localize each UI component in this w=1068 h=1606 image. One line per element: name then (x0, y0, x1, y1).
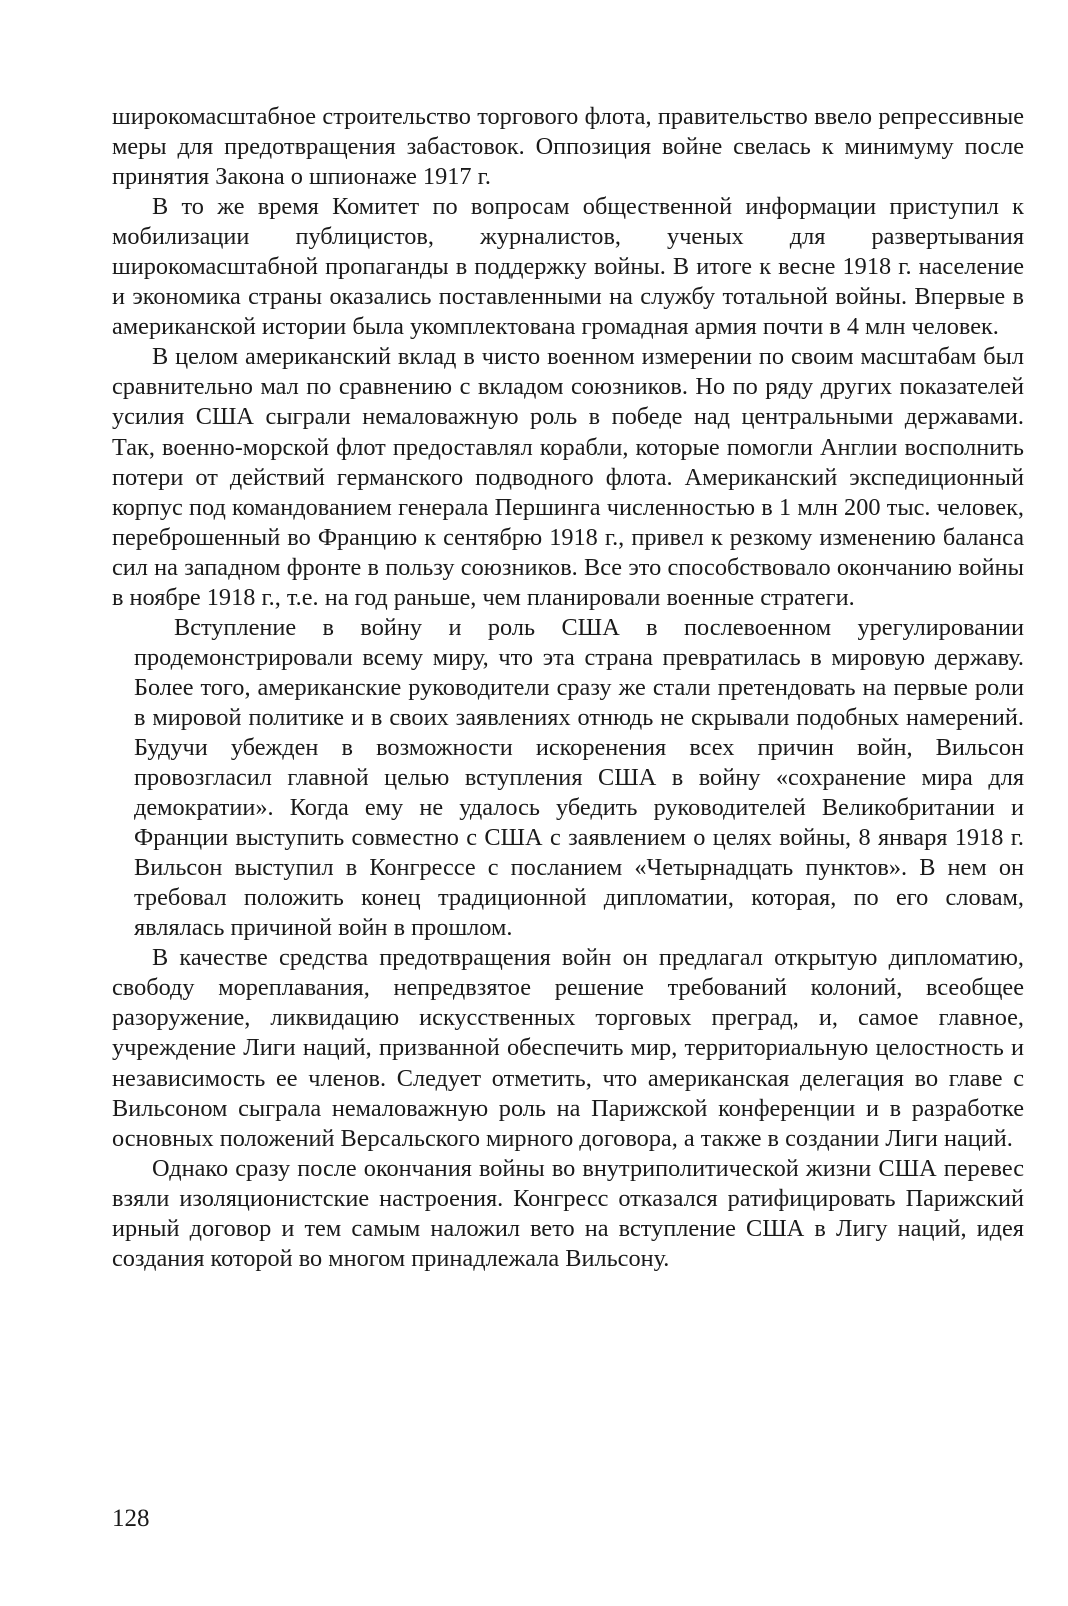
paragraph-isolationism: Однако сразу после окончания войны во внутриполитической жизни США перевес взяли изоляционистские настроения. Конгресс отказался ратифицировать Парижский ирный договор и тем самым наложил вето на вступление США в Лигу наций, идея создания которой во многом принадлежала Вильсону. (112, 1154, 1024, 1272)
paragraph-world-power: Вступление в войну и роль США в послевоенном урегулировании продемонстрировали всему миру, что эта страна превратилась в мировую державу. Более того, американские руководители сразу же стали претендовать на первые роли в мировой политике и в своих заявлениях отнюдь не скрывали подобных намерений. Будучи убежден в возможности искоренения всех причин войн, Вильсон провозгласил главной целью вступления США в войну «сохранение мира для демократии». Когда ему не удалось убедить руководителей Великобритании и Франции выступить совместно с США с заявлением о целях войны, 8 января 1918 г. Вильсон выступил в Конгрессе с посланием «Четырнадцать пунктов». В нем он требовал положить конец традиционной дипломатии, которая, по его словам, являлась причиной войн в прошлом. (134, 613, 1024, 942)
body-text (112, 102, 1024, 1274)
paragraph-prevention-means: В качестве средства предотвращения войн он предлагал открытую дипломатию, свободу мореплавания, непредвзятое решение требований колоний, всеобщее разоружение, ликвидацию искусственных торговых преград, и, самое главное, учреждение Лиги наций, призванной обеспечить мир, территориальную целостность и независимость ее членов. Следует отметить, что американская делегация во главе с Вильсоном сыграла немаловажную роль на Парижской конференции и в разработке основных положений Версальского мирного договора, а также в создании Лиги наций. (112, 944, 1024, 1152)
paragraph-continuation: широкомасштабное строительство торгового флота, правительство ввело репрессивные меры для предотвращения забастовок. Оппозиция войне свелась к минимуму после принятия Закона о шпионаже 1917 г. (112, 103, 1024, 191)
paragraph-military-contribution: В целом американский вклад в чисто военном измерении по своим масштабам был сравнительно мал по сравнению с вкладом союзников. Но по ряду других показателей усилия США сыграли немаловажную роль в победе над центральными державами. Так, военно-морской флот предоставлял корабли, которые помогли Англии восполнить потери от действий германского подводного флота. Американский экспедиционный корпус под командованием генерала Першинга численностью в 1 млн 200 тыс. человек, переброшенный во Францию к сентябрю 1918 г., привел к резкому изменению баланса сил на западном фронте в пользу союзников. Все это способствовало окончанию войны в ноябре 1918 г., т.е. на год раньше, чем планировали военные стратеги. (112, 343, 1024, 611)
paragraph-committee: В то же время Комитет по вопросам общественной информации приступил к мобилизации публицистов, журналистов, ученых для развертывания широкомасштабной пропаганды в поддержку войны. В итоге к весне 1918 г. население и экономика страны оказались поставленными на службу тотальной войны. Впервые в американской истории была укомплектована громадная армия почти в 4 млн человек. (112, 193, 1024, 341)
page-number: 128 (112, 1505, 150, 1532)
